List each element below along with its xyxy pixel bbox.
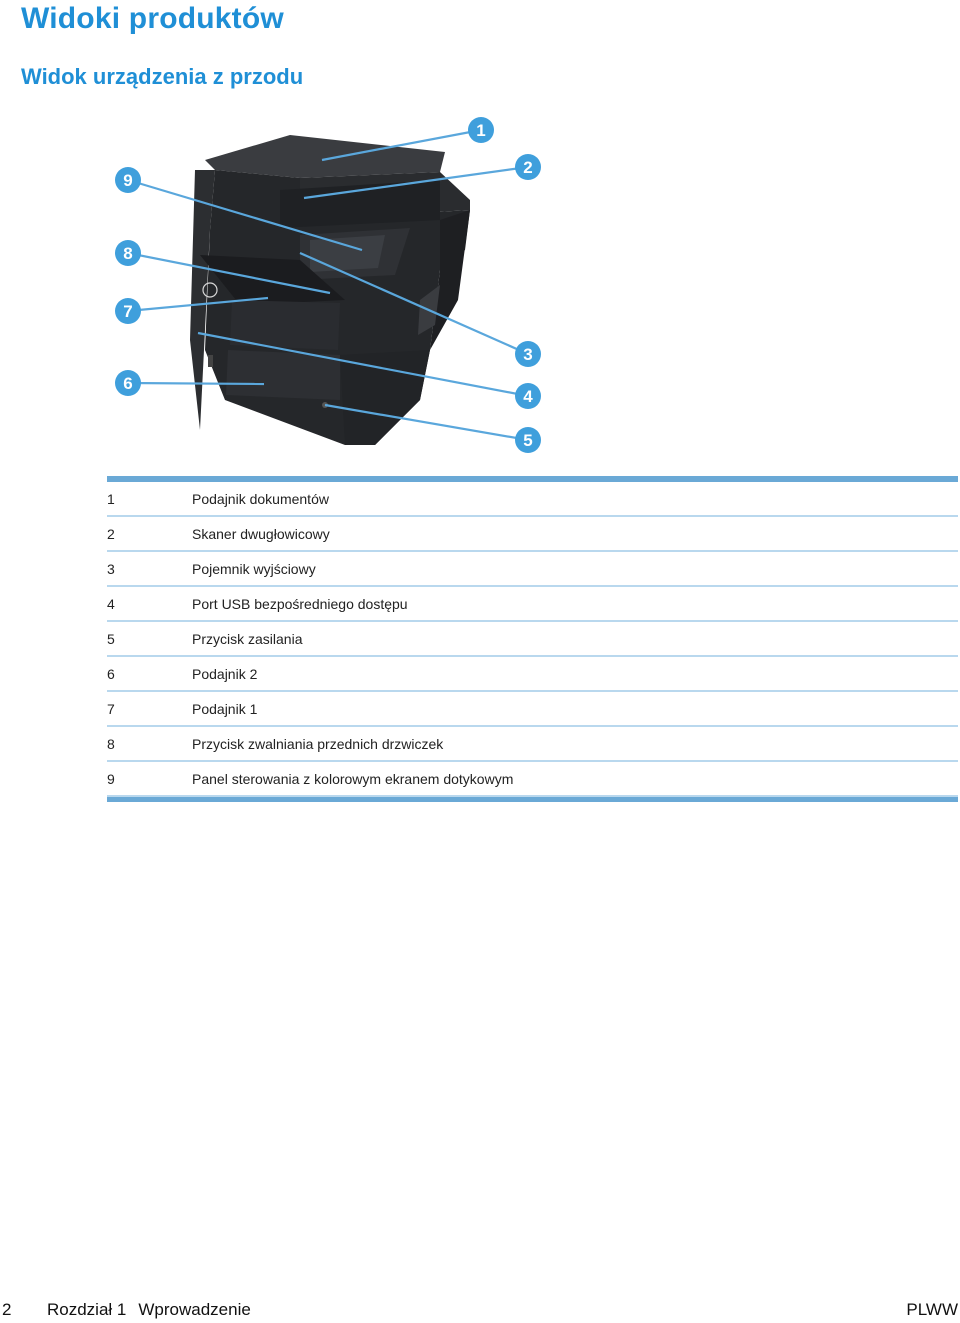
table-row: [107, 691, 958, 726]
callout-number: 9: [107, 761, 192, 796]
callout-number: 3: [107, 551, 192, 586]
callout-badge-2: [515, 154, 541, 180]
printer-figure: [0, 100, 960, 470]
callout-legend-table: [107, 476, 958, 802]
chapter-label: [47, 1300, 251, 1320]
printer-illustration: [0, 100, 960, 470]
callout-badge-3: [515, 341, 541, 367]
table-row: [107, 586, 958, 621]
callout-description: Port USB bezpośredniego dostępu: [192, 586, 958, 621]
callout-badge-8: [115, 240, 141, 266]
doc-code: PLWW: [906, 1300, 958, 1319]
callout-number: 6: [107, 656, 192, 691]
table-row: [107, 761, 958, 796]
page-footer: [0, 1298, 960, 1323]
svg-text:4: 4: [523, 387, 533, 406]
callout-number: 5: [107, 621, 192, 656]
callout-description: Podajnik dokumentów: [192, 482, 958, 516]
svg-text:3: 3: [523, 345, 533, 364]
callout-description: Pojemnik wyjściowy: [192, 551, 958, 586]
callout-number: 2: [107, 516, 192, 551]
callout-description: Przycisk zasilania: [192, 621, 958, 656]
svg-text:7: 7: [123, 302, 133, 321]
table-row: [107, 726, 958, 761]
callout-description: Podajnik 1: [192, 691, 958, 726]
table-row: [107, 482, 958, 516]
table-row: [107, 656, 958, 691]
svg-text:9: 9: [123, 171, 133, 190]
chapter-title: Wprowadzenie: [138, 1300, 251, 1319]
callout-number: 4: [107, 586, 192, 621]
leader-line-6: [128, 383, 264, 384]
section-title: Widok urządzenia z przodu: [21, 64, 304, 89]
svg-text:6: 6: [123, 374, 133, 393]
svg-text:8: 8: [123, 244, 133, 263]
callout-badge-1: [468, 117, 494, 143]
callout-description: Podajnik 2: [192, 656, 958, 691]
callout-badge-4: [515, 383, 541, 409]
page-number: 2: [2, 1300, 12, 1319]
svg-text:2: 2: [523, 158, 533, 177]
chapter-number: Rozdział 1: [47, 1300, 127, 1319]
table-row: [107, 516, 958, 551]
page-title: Widoki produktów: [21, 2, 284, 35]
callout-badge-9: [115, 167, 141, 193]
callout-number: 1: [107, 482, 192, 516]
callout-badge-5: [515, 427, 541, 453]
callout-description: Przycisk zwalniania przednich drzwiczek: [192, 726, 958, 761]
callout-badge-6: [115, 370, 141, 396]
table-row: [107, 621, 958, 656]
callout-number: 7: [107, 691, 192, 726]
callout-description: Skaner dwugłowicowy: [192, 516, 958, 551]
svg-text:1: 1: [476, 121, 486, 140]
callout-number: 8: [107, 726, 192, 761]
svg-text:5: 5: [523, 431, 533, 450]
callout-description: Panel sterowania z kolorowym ekranem dotykowym: [192, 761, 958, 796]
table-row: [107, 551, 958, 586]
callout-badge-7: [115, 298, 141, 324]
